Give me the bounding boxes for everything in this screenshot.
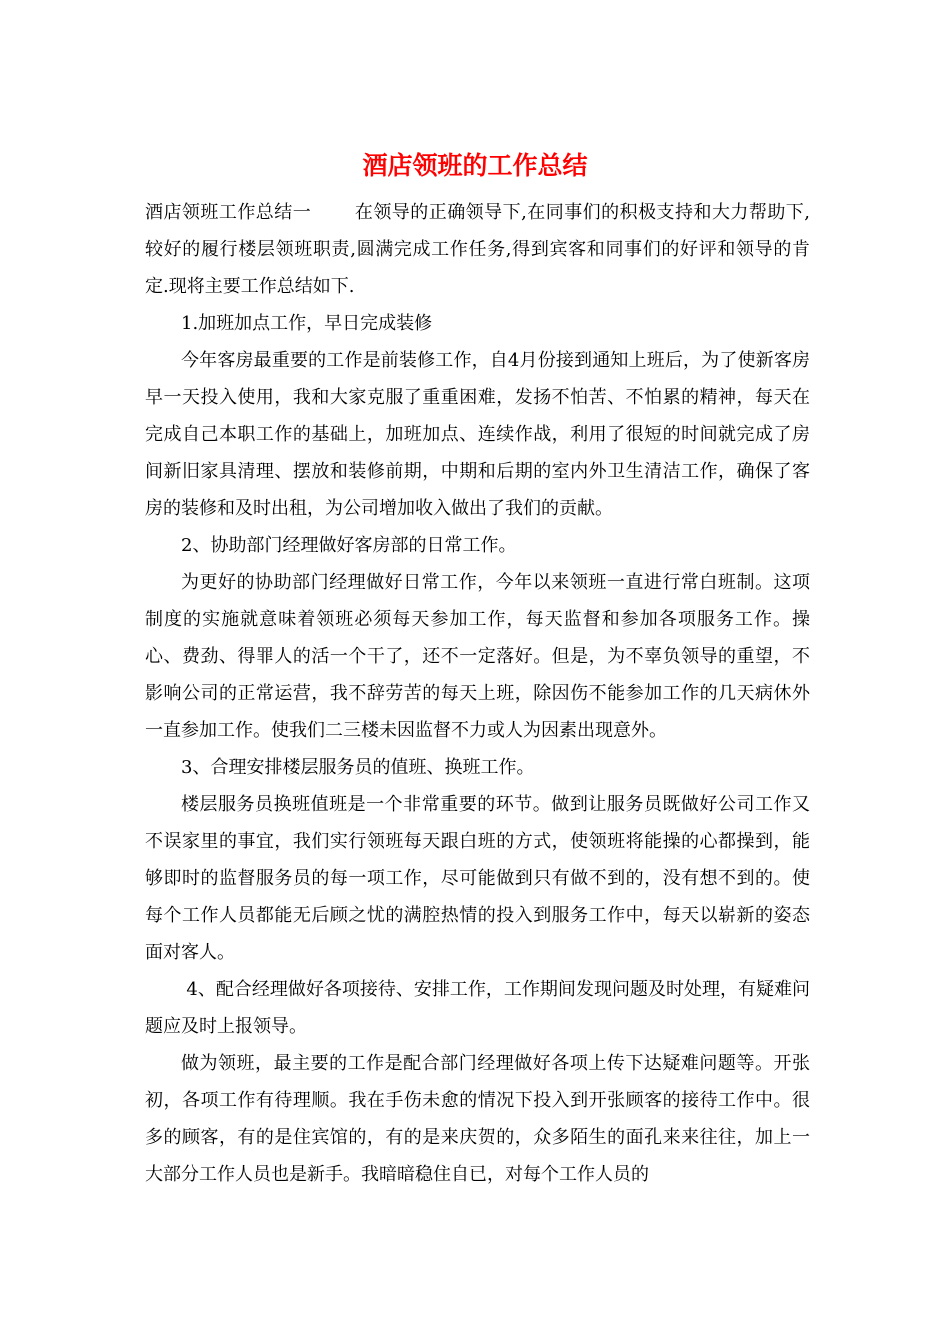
section-3-heading: 3、合理安排楼层服务员的值班、换班工作。 <box>181 757 535 778</box>
section-4-heading: 4、配合经理做好各项接待、安排工作，工作期间发现问题及时处理，有疑难问题应及时上报领导。 <box>145 979 810 1037</box>
section-2-heading: 2、协助部门经理做好客房部的日常工作。 <box>181 535 517 556</box>
intro-label: 酒店领班工作总结一 <box>145 202 312 223</box>
section-1-heading: 1.加班加点工作，早日完成装修 <box>181 313 433 334</box>
section-4-body: 做为领班，最主要的工作是配合部门经理做好各项上传下达疑难问题等。开张初，各项工作有待理顺。我在手伤未愈的情况下投入到开张顾客的接待工作中。很多的顾客，有的是住宾馆的，有的是来庆贺的，众多陌生的面孔来来往往，加上一大部分工作人员也是新手。我暗暗稳住自已，对每个工作人员的 <box>145 1053 810 1185</box>
intro-text: 在领导的正确领导下,在同事们的积极支持和大力帮助下,较好的履行楼层领班职责,圆满完成工作任务,得到宾客和同事们的好评和领导的肯定.现将主要工作总结如下. <box>145 202 810 297</box>
section-3-body: 楼层服务员换班值班是一个非常重要的环节。做到让服务员既做好公司工作又不误家里的事宜，我们实行领班每天跟白班的方式，使领班将能操的心都操到，能够即时的监督服务员的每一项工作，尽可能做到只有做不到的，没有想不到的。使每个工作人员都能无后顾之忧的满腔热情的投入到服务工作中，每天以崭新的姿态面对客人。 <box>145 794 810 963</box>
intro-paragraph <box>145 194 810 305</box>
document-title: 酒店领班的工作总结 <box>362 151 588 180</box>
section-2-body: 为更好的协助部门经理做好日常工作，今年以来领班一直进行常白班制。这项制度的实施就意味着领班必须每天参加工作，每天监督和参加各项服务工作。操心、费劲、得罪人的活一个干了，还不一定落好。但是，为不辜负领导的重望，不影响公司的正常运营，我不辞劳苦的每天上班，除因伤不能参加工作的几天病休外一直参加工作。使我们二三楼未因监督不力或人为因素出现意外。 <box>145 572 810 741</box>
section-1-body: 今年客房最重要的工作是前装修工作，自4月份接到通知上班后，为了使新客房早一天投入使用，我和大家克服了重重困难，发扬不怕苦、不怕累的精神，每天在完成自己本职工作的基础上，加班加点、连续作战，利用了很短的时间就完成了房间新旧家具清理、摆放和装修前期，中期和后期的室内外卫生清洁工作，确保了客房的装修和及时出租，为公司增加收入做出了我们的贡献。 <box>145 350 810 519</box>
document-body <box>145 194 810 1193</box>
